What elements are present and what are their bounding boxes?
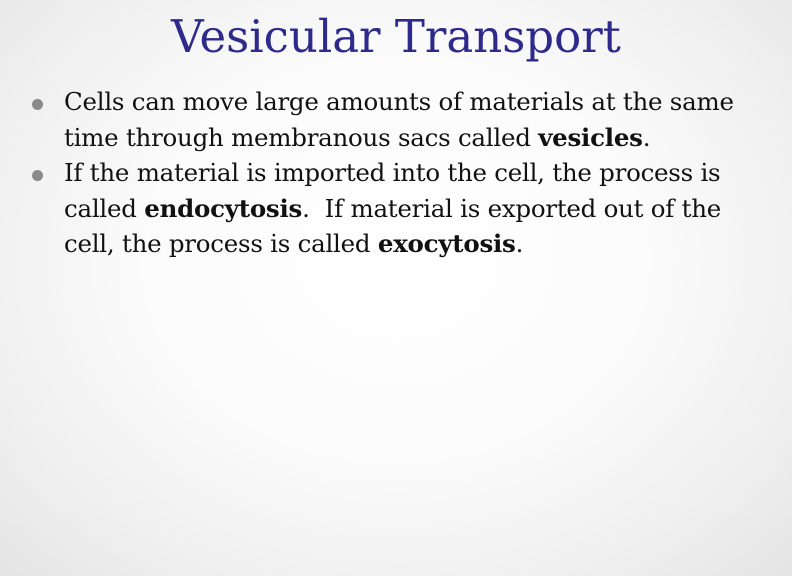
bold-term-exocytosis: exocytosis [377,229,516,258]
bullet-item-endocytosis-exocytosis [32,155,752,262]
bullet-list [32,84,752,262]
bullet-text: . If material is exported out of the cell, the process is called [64,193,729,258]
bullet-text: Cells can move large amounts of materials at the same time through membranous sacs called [64,87,734,152]
bullet-dot-icon [32,170,43,181]
bullet-text: . [515,229,524,258]
bullet-text: . [642,122,651,152]
bold-term-endocytosis: endocytosis [144,193,303,223]
bullet-item-vesicles [32,84,752,155]
bullet-dot-icon [32,99,43,110]
bold-term-vesicles: vesicles [538,122,643,152]
bullet-text: If the material is imported into the cell, the process is called [64,158,721,223]
slide-title: Vesicular Transport [171,10,621,63]
